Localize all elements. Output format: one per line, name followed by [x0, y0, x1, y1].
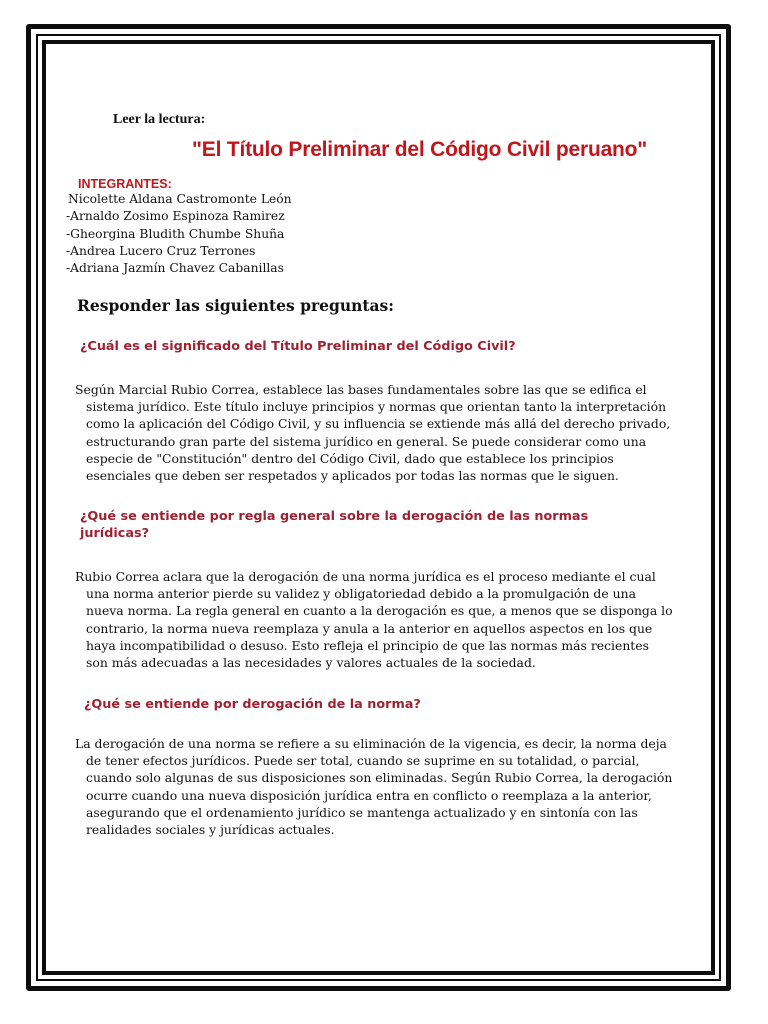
- answer-line: sistema jurídico. Este título incluye principios y normas que orientan tanto la interpretación: [86, 399, 667, 415]
- answer-line: de tener efectos jurídicos. Puede ser total, cuando se suprime en su totalidad, o parcial,: [86, 753, 640, 769]
- member-name: -Andrea Lucero Cruz Terrones: [66, 244, 256, 258]
- answer-line: son más adecuadas a las necesidades y valores actuales de la sociedad.: [86, 655, 536, 671]
- member-name: -Gheorgina Bludith Chumbe Shuña: [66, 227, 285, 241]
- answer-line: asegurando que el ordenamiento jurídico se mantenga actualizado y en sintonía con las: [86, 804, 638, 820]
- questions-heading: Responder las siguientes preguntas:: [77, 296, 395, 315]
- member-name: -Arnaldo Zosimo Espinoza Ramirez: [66, 209, 285, 223]
- reading-instruction: Leer la lectura:: [113, 112, 206, 127]
- member-name: -Adriana Jazmín Chavez Cabanillas: [66, 261, 284, 275]
- answer-line: haya incompatibilidad o desuso. Esto refleja el principio de que las normas más recientes: [86, 637, 649, 653]
- member-name: Nicolette Aldana Castromonte León: [68, 192, 292, 206]
- answer-line: como la aplicación del Código Civil, y su influencia se extiende más allá del derecho privado,: [86, 416, 671, 432]
- answer-3: [75, 735, 672, 838]
- answer-1: [75, 381, 670, 484]
- answer-line: nueva norma. La regla general en cuanto a la derogación es que, a menos que se disponga lo: [86, 603, 673, 619]
- answer-line: estructurando gran parte del sistema jurídico en general. Se puede considerar como una: [86, 433, 647, 449]
- question-line: ¿Qué se entiende por regla general sobre la derogación de las normas: [80, 509, 589, 524]
- answer-line: cuando solo algunas de sus disposiciones son eliminadas. Según Rubio Correa, la derogación: [86, 770, 673, 786]
- answer-line: Según Marcial Rubio Correa, establece las bases fundamentales sobre las que se edifica el: [75, 382, 647, 397]
- answer-line: especie de "Constitución" dentro del Código Civil, dado que establece los principios: [86, 450, 614, 466]
- question-1: ¿Cuál es el significado del Título Preliminar del Código Civil?: [80, 339, 516, 354]
- answer-line: realidades sociales y jurídicas actuales.: [86, 822, 335, 838]
- answer-line: contrario, la norma nueva reemplaza y anula a la anterior en aquellos aspectos en los que: [86, 620, 653, 636]
- document-title: "El Título Preliminar del Código Civil peruano": [192, 138, 648, 161]
- answer-line: una norma anterior pierde su validez y obligatoriedad debido a la promulgación de una: [86, 586, 636, 602]
- answer-line: esenciales que deben ser respetados y aplicados por todas las normas que le siguen.: [86, 468, 619, 484]
- answer-line: La derogación de una norma se refiere a su eliminación de la vigencia, es decir, la norma deja: [75, 736, 667, 751]
- question-2: [80, 508, 588, 542]
- question-3: ¿Qué se entiende por derogación de la norma?: [84, 697, 421, 712]
- answer-line: ocurre cuando una nueva disposición jurídica entra en conflicto o reemplaza a la anterior,: [86, 787, 652, 803]
- answer-2: [75, 568, 673, 671]
- members-heading: INTEGRANTES:: [78, 177, 172, 191]
- answer-line: Rubio Correa aclara que la derogación de una norma jurídica es el proceso mediante el cual: [75, 569, 656, 584]
- question-line: jurídicas?: [80, 526, 150, 541]
